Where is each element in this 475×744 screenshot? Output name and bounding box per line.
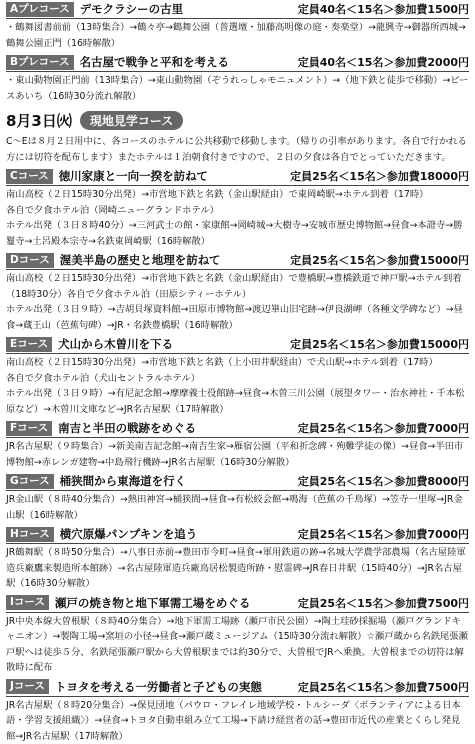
itinerary-line: 南山高校（２日15時30分出発）→市営地下鉄と名鉄（上小田井駅経由）で犬山駅→ホテル到着（17時） xyxy=(6,355,469,371)
course-header xyxy=(6,0,469,19)
course-title: 南吉と半田の戦跡をめぐる xyxy=(58,420,298,436)
course-tag: Dコース xyxy=(6,253,54,268)
course-itinerary xyxy=(6,271,469,333)
course-tag: Gコース xyxy=(6,474,54,489)
course-title: 渥美半島の歴史と地理を訪ねて xyxy=(60,252,290,268)
course-tag: Bプレコース xyxy=(6,55,74,70)
course-header xyxy=(6,53,469,72)
course-itinerary: ・東山動物園正門前（13時集合）→東山動物園（ぞうれっしゃモニュメント）→（地下鉄と徒歩で移動）→ピースあいち（16時30分流れ解散） xyxy=(6,73,469,104)
course-itinerary: JR中央本線大曽根駅（８時40分集合）→地下軍需工場跡（瀬戸市民公園）→陶土珪砂採掘場（瀬戸グランドキャニオン）→製陶工場→窯垣の小径→昼食→瀬戸蔵ミュージアム（15時30分流れ解散）☆瀬戸蔵から名鉄尾張瀬戸駅へは徒歩５分、名鉄尾張瀬戸駅から大曽根駅までは約30分で、大曽根でJRへ乗換。大曽根までの切符は解散時に配布 xyxy=(6,614,469,676)
course-tag: Iコース xyxy=(6,595,49,610)
course-b xyxy=(6,53,469,104)
course-title: トヨタを考える一労働者と子どもの実態 xyxy=(55,679,298,695)
course-capacity-fee: 定員25名＜15名＞参加費7000円 xyxy=(298,420,469,436)
course-itinerary xyxy=(6,355,469,417)
course-header xyxy=(6,251,469,270)
itinerary-line: 各自で夕食ホテル泊（犬山セントラルホテル） xyxy=(6,371,469,387)
course-j xyxy=(6,678,469,744)
course-capacity-fee: 定員25名＜15名＞参加費18000円 xyxy=(290,168,469,184)
course-itinerary: JR鶴舞駅（８時50分集合）→八事日赤前→豊田市今町→昼食→軍用鉄道の跡→名城大学農学部農場（名古屋陸軍造兵廠鷹来製造所本館跡）→名古屋陸軍造兵廠鳥居松製造所跡・慰霊碑→JR春日井駅（15時40分）→JR名古屋駅（16時30分解散） xyxy=(6,545,469,592)
day-label: 現地見学コース xyxy=(80,111,183,130)
course-title: 徳川家康と一向一揆を訪ねて xyxy=(59,168,290,184)
course-itinerary: JR金山駅（８時40分集合）→熱田神宮→桶狭間→昼食→有松絞会館→鳴海（芭蕉の千鳥塚）→笠寺一里塚→JR金山駅（16時解散） xyxy=(6,492,469,523)
course-capacity-fee: 定員25名＜15名＞参加費7500円 xyxy=(298,595,469,611)
day-header xyxy=(6,108,469,132)
course-header xyxy=(6,335,469,354)
course-title: 犬山から木曽川を下る xyxy=(58,336,290,352)
itinerary-line: 南山高校（２日15時30分出発）→市営地下鉄と名鉄（金山駅経由）で豊橋駅→豊橋鉄道で神戸駅→ホテル到着（18時30分）各自で夕食ホテル泊（田原シティーホテル） xyxy=(6,271,469,302)
course-header xyxy=(6,167,469,186)
course-tag: Eコース xyxy=(6,337,52,352)
course-g xyxy=(6,472,469,523)
course-title: デモクラシーの古里 xyxy=(80,1,298,17)
course-c xyxy=(6,167,469,249)
itinerary-line: 南山高校（２日15時30分出発）→市営地下鉄と名鉄（金山駅経由）で東岡崎駅→ホテル到着（17時） xyxy=(6,187,469,203)
course-capacity-fee: 定員25名＜15名＞参加費8000円 xyxy=(298,473,469,489)
course-capacity-fee: 定員40名＜15名＞参加費2000円 xyxy=(298,54,469,70)
course-capacity-fee: 定員25名＜15名＞参加費15000円 xyxy=(290,252,469,268)
day-intro: C～Eは８月２日用中に、各コースのホテルに公共移動で移動します。（帰りの引率があります。各自で行かれる方には切符を配布します）またホテルは１泊朝食付きですので、２日の夕食は各自でとっていただきます。 xyxy=(6,134,469,165)
course-itinerary: ・鶴舞図書前前（13時集合）→鶴々亭→鶴舞公園（普選壇・加藤高明像の庭・奏楽堂）→龍興寺→御器所西城→鶴舞公園正門（16時解散） xyxy=(6,20,469,51)
course-header xyxy=(6,419,469,438)
course-itinerary xyxy=(6,187,469,249)
course-e xyxy=(6,335,469,417)
course-itinerary: JR名古屋駅（９時集合）→新美南吉記念館→南吉生家→雁宿公園（平和祈念碑・殉難学徒の像）→昼食→半田市博物館→赤レンガ建物→中島飛行機跡→JR名古屋駅（16時30分解散） xyxy=(6,439,469,470)
course-itinerary: JR名古屋駅（８時20分集合）→保見団地（パウロ・フレイレ地域学校・トルシーダ〈ポランティアによる日本語・学習支援組織〉）→昼食→トヨタ自動車組み立て工場→下請け経営者の話→豊田市近代の産業とくらし発見館→JR名古屋駅（17時解散） xyxy=(6,698,469,744)
course-title: 名古屋で戦争と平和を考える xyxy=(80,54,298,70)
itinerary-line: ホテル出発（３日９時）→有尼記念館→摩摩義士役館跡→昼食→木曽三川公園（展望タワー・治水神社・千本松原など）→木曽川文庫など→JR名古屋駅（17時解散） xyxy=(6,386,469,417)
course-f xyxy=(6,419,469,470)
itinerary-line: ホテル出発（３日９時）→吉胡貝塚資料館→田原市博物館→渡辺崋山旧宅跡→伊良湖岬（各種文学碑など）→昼食→蔵王山（芭蕉句碑）→JR・名鉄豊橋駅（16時解散） xyxy=(6,302,469,333)
course-capacity-fee: 定員25名＜15名＞参加費7500円 xyxy=(298,679,469,695)
course-title: 桶狭間から東海道を行く xyxy=(60,473,298,489)
course-tag: Jコース xyxy=(6,679,49,694)
course-a xyxy=(6,0,469,51)
course-i xyxy=(6,594,469,676)
course-header xyxy=(6,678,469,697)
course-tag: Hコース xyxy=(6,527,54,542)
course-d xyxy=(6,251,469,333)
course-header xyxy=(6,525,469,544)
course-title: 横穴原爆パンプキンを追う xyxy=(60,526,298,542)
course-tag: Fコース xyxy=(6,421,52,436)
course-capacity-fee: 定員25名＜15名＞参加費7000円 xyxy=(298,526,469,542)
itinerary-line: 各自で夕食ホテル泊（岡崎ニューグランドホテル） xyxy=(6,203,469,219)
course-tag: Cコース xyxy=(6,169,53,184)
course-capacity-fee: 定員25名＜15名＞参加費15000円 xyxy=(290,336,469,352)
course-tag: Aプレコース xyxy=(6,2,74,17)
course-title: 瀬戸の焼き物と地下軍需工場をめぐる xyxy=(55,595,298,611)
course-header xyxy=(6,472,469,491)
day-date: 8月3日㈫ xyxy=(6,110,72,131)
course-header xyxy=(6,594,469,613)
course-h xyxy=(6,525,469,592)
itinerary-line: ホテル出発（３日８時40分）→三河武士の館・家康館→岡崎城→大樹寺→安城市歴史博物館→昼食→本證寺→勝鬘寺→土呂殿本宗寺→名鉄東岡崎駅（16時解散） xyxy=(6,218,469,249)
course-capacity-fee: 定員40名＜15名＞参加費1500円 xyxy=(298,1,469,17)
